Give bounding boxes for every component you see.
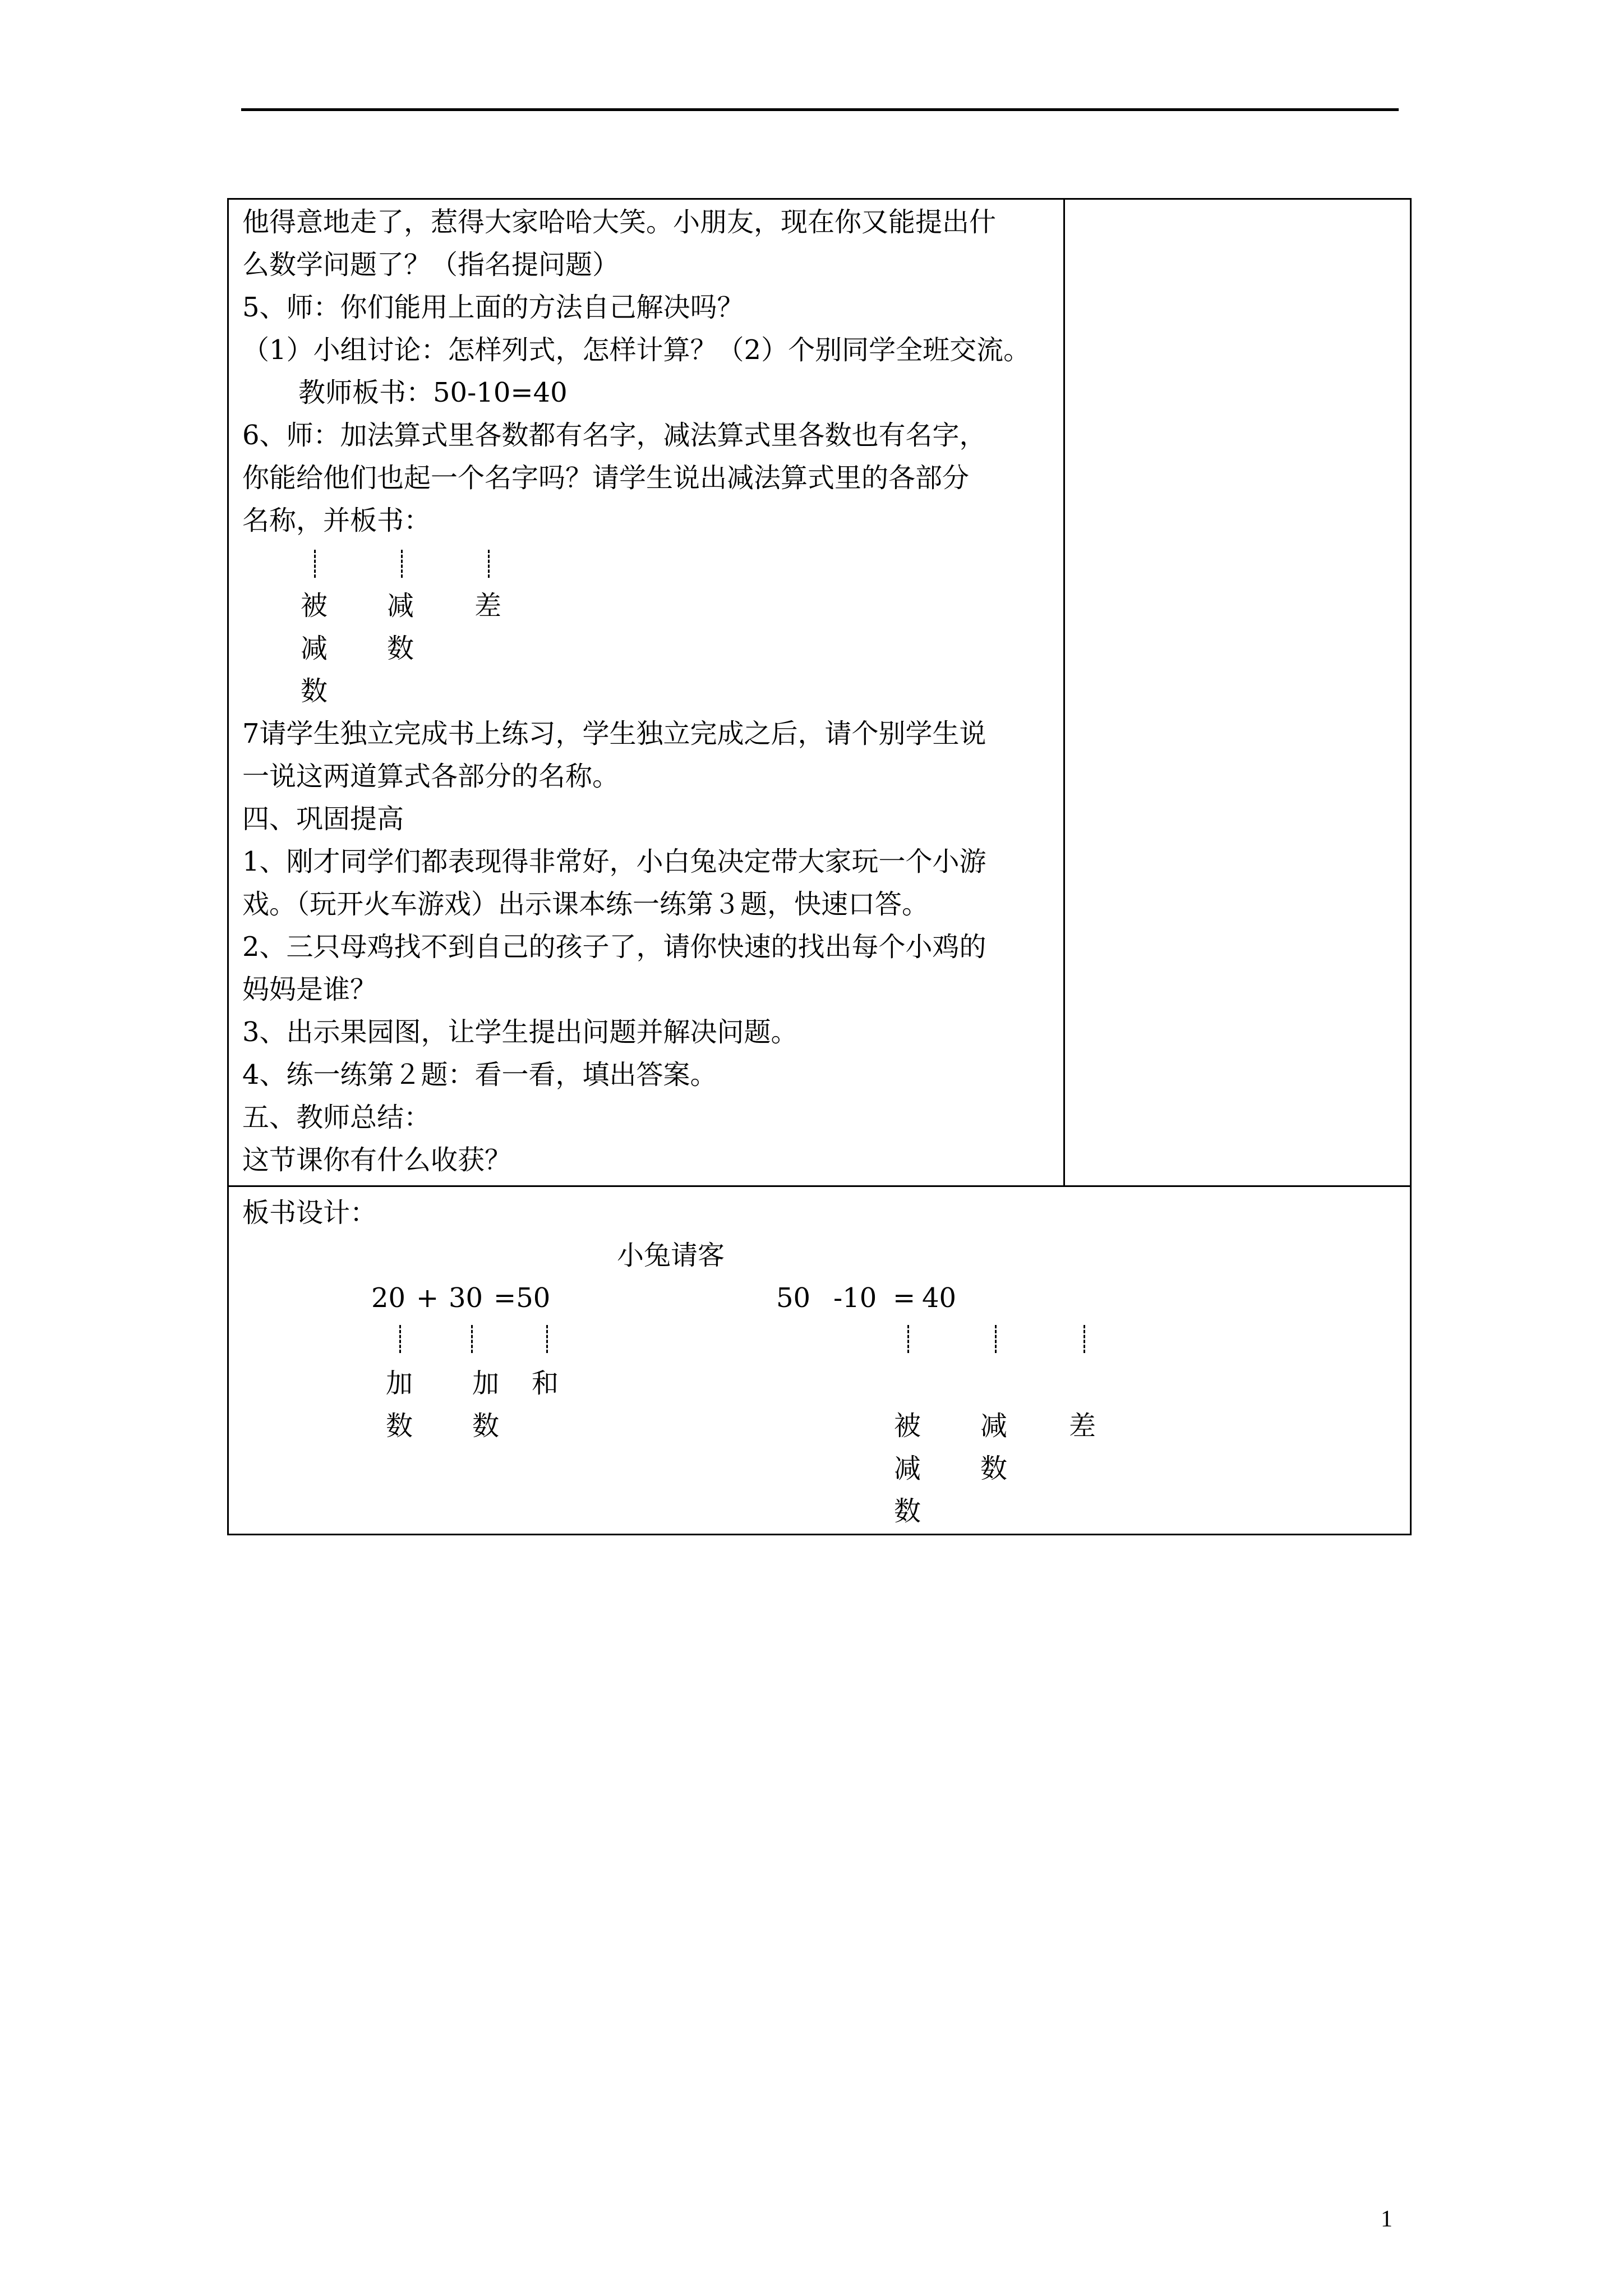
addition-result: =50 <box>494 1282 551 1314</box>
header-rule <box>241 108 1399 111</box>
part-tick <box>546 1325 548 1353</box>
part-tick <box>399 1325 401 1353</box>
part-tick <box>1083 1325 1085 1353</box>
board-title: 小兔请客 <box>617 1240 725 1271</box>
subtraction-operator: = <box>893 1282 916 1314</box>
lesson-line: （1）小组讨论：怎样列式，怎样计算？（2）个别同学全班交流。 <box>242 334 1031 366</box>
lesson-line: 2、三只母鸡找不到自己的孩子了，请你快速的找出每个小鸡的 <box>242 931 986 963</box>
lesson-line: 1、刚才同学们都表现得非常好，小白兔决定带大家玩一个小游 <box>242 846 986 877</box>
addend-char: 数 <box>386 1410 413 1442</box>
addition-term: 20 <box>371 1282 406 1314</box>
table-column-divider <box>1063 198 1065 1186</box>
difference-char: 差 <box>1069 1410 1096 1442</box>
part-tick <box>995 1325 997 1353</box>
page-number: 1 <box>1381 2206 1393 2232</box>
table-row-divider <box>227 1185 1412 1187</box>
addition-operator: + <box>416 1282 439 1314</box>
addend-char: 数 <box>472 1410 500 1442</box>
lesson-line: 名称，并板书： <box>242 505 431 536</box>
section-heading: 五、教师总结： <box>242 1102 431 1133</box>
lesson-line: 6、师：加法算式里各数都有名字，减法算式里各数也有名字， <box>242 420 986 451</box>
subtraction-result: 40 <box>922 1282 957 1314</box>
lesson-line: 一说这两道算式各部分的名称。 <box>242 761 620 792</box>
lesson-line: 7请学生独立完成书上练习，学生独立完成之后，请个别学生说 <box>242 718 986 749</box>
part-tick <box>314 550 316 578</box>
subtraction-term: 50 <box>776 1282 811 1314</box>
minuend-char: 数 <box>301 675 328 707</box>
minuend-char: 减 <box>894 1453 921 1484</box>
lesson-line: 5、师：你们能用上面的方法自己解决吗？ <box>242 292 744 323</box>
lesson-line: 3、出示果园图，让学生提出问题并解决问题。 <box>242 1016 798 1048</box>
lesson-line: 这节课你有什么收获？ <box>242 1144 512 1176</box>
subtrahend-char: 减 <box>980 1410 1008 1442</box>
minuend-char: 数 <box>894 1496 921 1527</box>
part-tick <box>401 550 403 578</box>
addend-char: 加 <box>472 1368 500 1399</box>
minuend-char: 减 <box>301 633 328 664</box>
part-tick <box>471 1325 473 1353</box>
addition-term: 30 <box>449 1282 483 1314</box>
sum-char: 和 <box>532 1368 559 1399</box>
board-heading: 板书设计： <box>242 1197 377 1228</box>
subtrahend-char: 数 <box>387 633 414 664</box>
part-tick <box>907 1325 909 1353</box>
lesson-line: 4、练一练第２题：看一看，填出答案。 <box>242 1059 717 1091</box>
lesson-line: 妈妈是谁？ <box>242 974 377 1005</box>
subtrahend-char: 减 <box>387 590 414 622</box>
minuend-char: 被 <box>894 1410 921 1442</box>
subtrahend-char: 数 <box>980 1453 1008 1484</box>
lesson-line: 他得意地走了，惹得大家哈哈大笑。小朋友，现在你又能提出什 <box>242 206 997 238</box>
addend-char: 加 <box>386 1368 413 1399</box>
subtraction-term: -10 <box>833 1282 877 1314</box>
difference-char: 差 <box>474 590 502 622</box>
lesson-line: 你能给他们也起一个名字吗？请学生说出减法算式里的各部分 <box>242 462 970 494</box>
lesson-line: 戏。（玩开火车游戏）出示课本练一练第３题，快速口答。 <box>242 889 929 920</box>
lesson-line: 教师板书：50-10=40 <box>298 377 568 408</box>
part-tick <box>488 550 490 578</box>
minuend-char: 被 <box>301 590 328 622</box>
lesson-line: 么数学问题了？（指名提问题） <box>242 249 620 280</box>
section-heading: 四、巩固提高 <box>242 803 404 835</box>
